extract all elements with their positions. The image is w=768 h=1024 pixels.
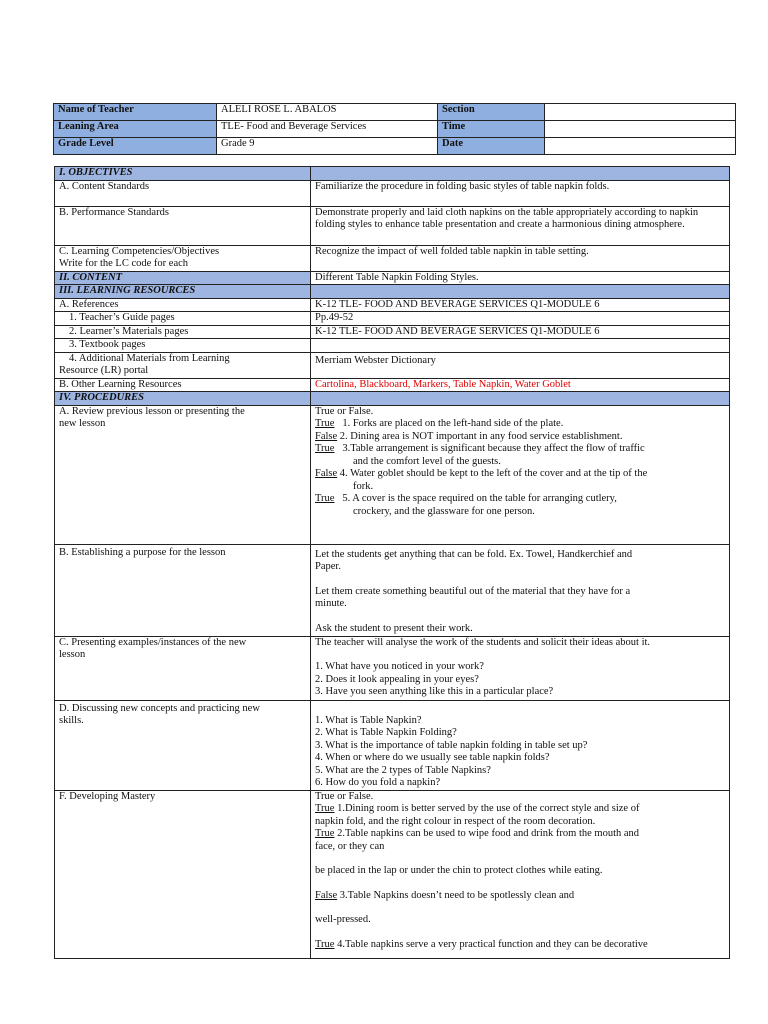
other-resources-value: Cartolina, Blackboard, Markers, Table Napkin, Water Goblet — [311, 378, 730, 392]
teacher-label: Name of Teacher — [54, 104, 217, 121]
competencies-value: Recognize the impact of well folded table napkin in table setting. — [311, 245, 730, 271]
time-value — [545, 121, 736, 138]
purpose-text: Let the students get anything that can be fold. Ex. Towel, Handkerchief and Paper. Let them create something beautiful out of the material that they have for a minute. Ask the student to present their work. — [311, 544, 730, 636]
procedures-heading-row — [55, 392, 730, 406]
performance-standards-label: B. Performance Standards — [55, 206, 311, 245]
review-item: True 1. Forks are placed on the left-hand side of the plate. — [315, 418, 564, 429]
content-heading-row — [55, 271, 730, 285]
learner-materials-label: 2. Learner’s Materials pages — [55, 325, 311, 339]
references-value: K-12 TLE- FOOD AND BEVERAGE SERVICES Q1-MODULE 6 — [311, 298, 730, 312]
presenting-label: C. Presenting examples/instances of the new lesson — [55, 636, 311, 700]
content-standards-value: Familiarize the procedure in folding basic styles of table napkin folds. — [311, 180, 730, 206]
review-item: True 3.Table arrangement is significant because they affect the flow of traffic — [315, 443, 645, 454]
header-table — [53, 103, 736, 155]
time-label: Time — [438, 121, 545, 138]
mastery-item: True 4.Table napkins serve a very practical function and they can be decorative — [315, 938, 648, 950]
discussing-questions: 1. What is Table Napkin? 2. What is Table Napkin Folding? 3. What is the importance of table napkin folding in table set up? 4. When or where do we usually see table napkin folds? 5. What are the 2 types of Table Napkins? 6. How do you fold a napkin? — [311, 700, 730, 790]
area-value: TLE- Food and Beverage Services — [217, 121, 438, 138]
date-value — [545, 138, 736, 155]
content-standards-label: A. Content Standards — [55, 180, 311, 206]
objectives-heading-row — [55, 167, 730, 181]
date-label: Date — [438, 138, 545, 155]
purpose-label: B. Establishing a purpose for the lesson — [55, 544, 311, 636]
presenting-text: The teacher will analyse the work of the students and solicit their ideas about it. 1. What have you noticed in your work? 2. Does it look appealing in your eyes? 3. Have you seen anything like this in a particular place? — [311, 636, 730, 700]
review-label: A. Review previous lesson or presenting the new lesson — [55, 405, 311, 544]
review-item: True 5. A cover is the space required on the table for arranging cutlery, — [315, 493, 617, 504]
grade-label: Grade Level — [54, 138, 217, 155]
area-label: Leaning Area — [54, 121, 217, 138]
additional-materials-value: Merriam Webster Dictionary — [311, 352, 730, 378]
competencies-label: C. Learning Competencies/Objectives Write for the LC code for each — [55, 245, 311, 271]
textbook-value — [311, 339, 730, 353]
review-item: False 2. Dining area is NOT important in any food service establishment. — [315, 430, 623, 442]
teacher-guide-value: Pp.49-52 — [311, 312, 730, 326]
review-intro: True or False. — [315, 405, 374, 417]
additional-materials-label: 4. Additional Materials from Learning Resource (LR) portal — [55, 352, 311, 378]
mastery-label: F. Developing Mastery — [55, 790, 311, 958]
procedures-heading: IV. PROCEDURES — [55, 392, 311, 406]
resources-heading: III. LEARNING RESOURCES — [55, 285, 311, 299]
references-label: A. References — [55, 298, 311, 312]
mastery-quiz: True or False. True 1.Dining room is better served by the use of the correct style and size of napkin fold, and the right colour in respect of the room decoration. True 2.Table napkins can be used to wipe food and drink from the mouth and face, or they can be placed in the lap or under the chin to protect clothes while eating. False 3.Table Napkins doesn’t need to be spotlessly clean and well-pressed. True 4.Table napkins serve a very practical function and they can be decorative — [311, 790, 730, 958]
mastery-item: True 1.Dining room is better served by the use of the correct style and size of — [315, 803, 640, 814]
discussing-label: D. Discussing new concepts and practicing new skills. — [55, 700, 311, 790]
review-item: False 4. Water goblet should be kept to the left of the cover and at the tip of the — [315, 468, 648, 479]
section-value — [545, 104, 736, 121]
teacher-guide-label: 1. Teacher’s Guide pages — [55, 312, 311, 326]
learner-materials-value: K-12 TLE- FOOD AND BEVERAGE SERVICES Q1-MODULE 6 — [311, 325, 730, 339]
objectives-heading: I. OBJECTIVES — [55, 167, 311, 181]
other-resources-label: B. Other Learning Resources — [55, 378, 311, 392]
review-quiz: True or False. True 1. Forks are placed on the left-hand side of the plate. False 2. Dining area is NOT important in any food service establishment. True 3.Table arrangement is significant because they affect the flow of traffic and the comfort level of the guests. False 4. Water goblet should be kept to the left of the cover and at the tip of the fork. True 5. A cover is the space required on the table for arranging cutlery, crockery, and the glassware for one person. — [311, 405, 730, 544]
mastery-item: True 2.Table napkins can be used to wipe food and drink from the mouth and — [315, 828, 640, 839]
resources-heading-row — [55, 285, 730, 299]
section-label: Section — [438, 104, 545, 121]
content-heading: II. CONTENT — [55, 271, 311, 285]
lesson-plan-table — [54, 166, 730, 959]
performance-standards-value: Demonstrate properly and laid cloth napkins on the table appropriately according to napkin folding styles to enhance table presentation and create a harmonious dining atmosphere. — [311, 206, 730, 245]
grade-value: Grade 9 — [217, 138, 438, 155]
teacher-value: ALELI ROSE L. ABALOS — [217, 104, 438, 121]
content-value: Different Table Napkin Folding Styles. — [311, 271, 730, 285]
textbook-label: 3. Textbook pages — [55, 339, 311, 353]
mastery-item: False 3.Table Napkins doesn’t need to be spotlessly clean and — [315, 889, 575, 901]
